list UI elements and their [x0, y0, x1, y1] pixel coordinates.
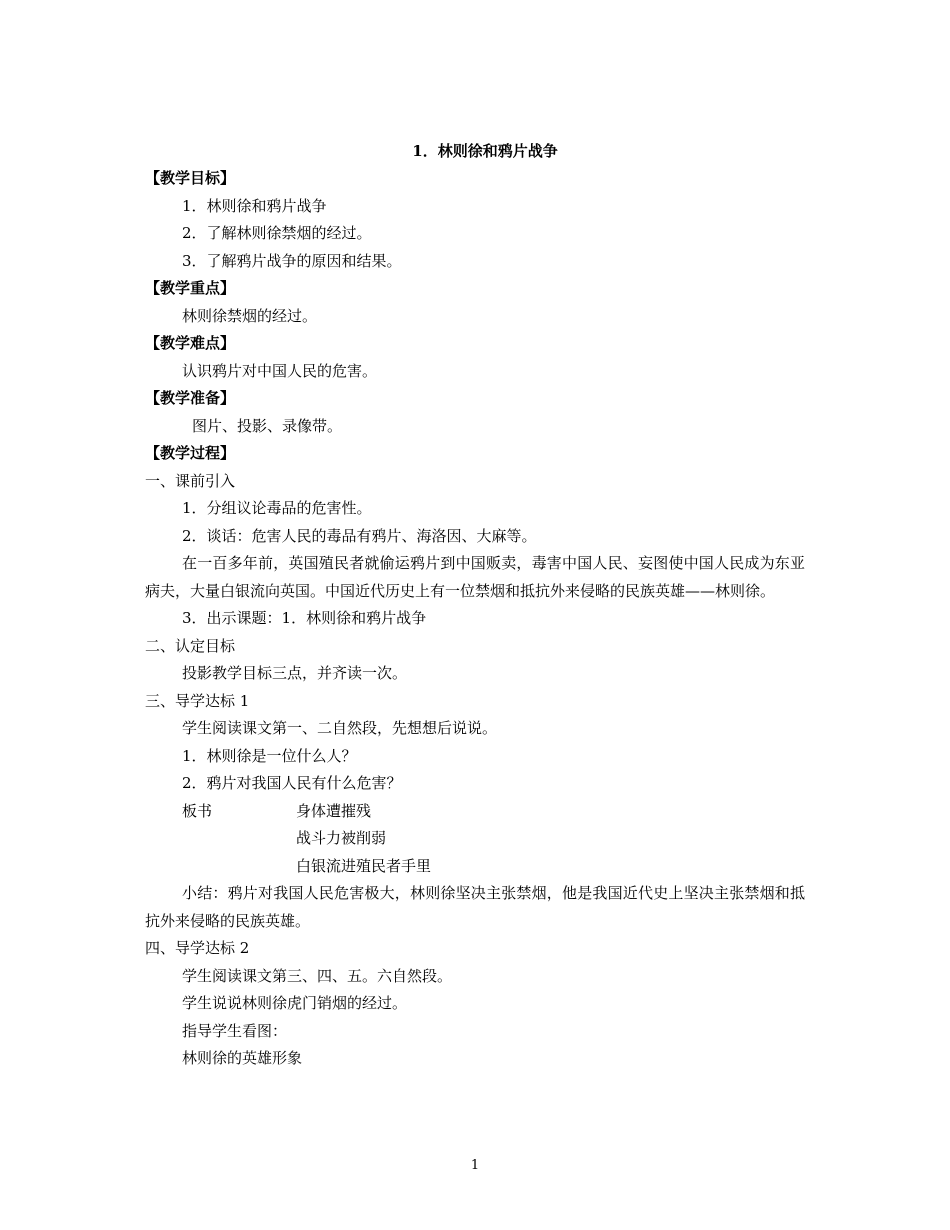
part2-heading: 二、认定目标: [145, 636, 236, 655]
objective-item: 3．了解鸦片战争的原因和结果。: [182, 251, 402, 270]
part1-item3: 3．出示课题：1．林则徐和鸦片战争: [182, 609, 427, 627]
key-text: 林则徐禁烟的经过。: [182, 306, 318, 325]
part3-summary: 小结：鸦片对我国人民危害极大，林则徐坚决主张禁烟，他是我国近代史上坚决主张禁烟和抵抗外来侵略的民族英雄。: [145, 884, 805, 930]
board-items: [296, 798, 431, 881]
part4-line: 林则徐的英雄形象: [182, 1049, 303, 1067]
part4-line: 指导学生看图：: [182, 1021, 288, 1040]
difficulty-text: 认识鸦片对中国人民的危害。: [182, 361, 378, 380]
board-label: 板书: [182, 801, 213, 820]
objective-item: 1．林则徐和鸦片战争: [182, 196, 327, 215]
page-number: 1: [470, 1158, 480, 1173]
part4-heading: 四、导学达标 2: [145, 939, 250, 957]
part1-heading: 一、课前引入: [145, 471, 236, 490]
board-item: 身体遭摧残: [296, 801, 372, 820]
board-item: 白银流进殖民者手里: [296, 856, 432, 875]
part3-intro: 学生阅读课文第一、二自然段，先想想后说说。: [182, 719, 498, 737]
document-body: [145, 165, 805, 1073]
difficulty-heading: 【教学难点】: [145, 334, 236, 352]
objectives-heading: 【教学目标】: [145, 169, 236, 187]
objective-item: 2．了解林则徐禁烟的经过。: [182, 224, 372, 242]
prep-text: 图片、投影、录像带。: [192, 416, 343, 435]
document-title: 1．林则徐和鸦片战争: [412, 142, 558, 160]
part1-paragraph: 在一百多年前，英国殖民者就偷运鸦片到中国贩卖，毒害中国人民、妄图使中国人民成为东亚病夫，大量白银流向英国。中国近代历史上有一位禁烟和抵抗外来侵略的民族英雄——林则徐。: [145, 554, 805, 600]
part2-text: 投影教学目标三点，并齐读一次。: [182, 664, 408, 682]
blackboard-notes: [145, 798, 805, 881]
process-heading: 【教学过程】: [145, 444, 236, 462]
prep-heading: 【教学准备】: [145, 389, 236, 407]
part1-item: 1．分组议论毒品的危害性。: [182, 499, 372, 517]
part1-item: 2．谈话：危害人民的毒品有鸦片、海洛因、大麻等。: [182, 526, 537, 545]
part3-question: 1．林则徐是一位什么人？: [182, 746, 357, 765]
part4-line: 学生阅读课文第三、四、五。六自然段。: [182, 966, 453, 985]
part3-question: 2．鸦片对我国人民有什么危害？: [182, 774, 402, 792]
part3-heading: 三、导学达标 1: [145, 691, 250, 710]
board-item: 战斗力被削弱: [296, 829, 387, 847]
key-heading: 【教学重点】: [145, 279, 236, 297]
part4-line: 学生说说林则徐虎门销烟的经过。: [182, 994, 408, 1012]
